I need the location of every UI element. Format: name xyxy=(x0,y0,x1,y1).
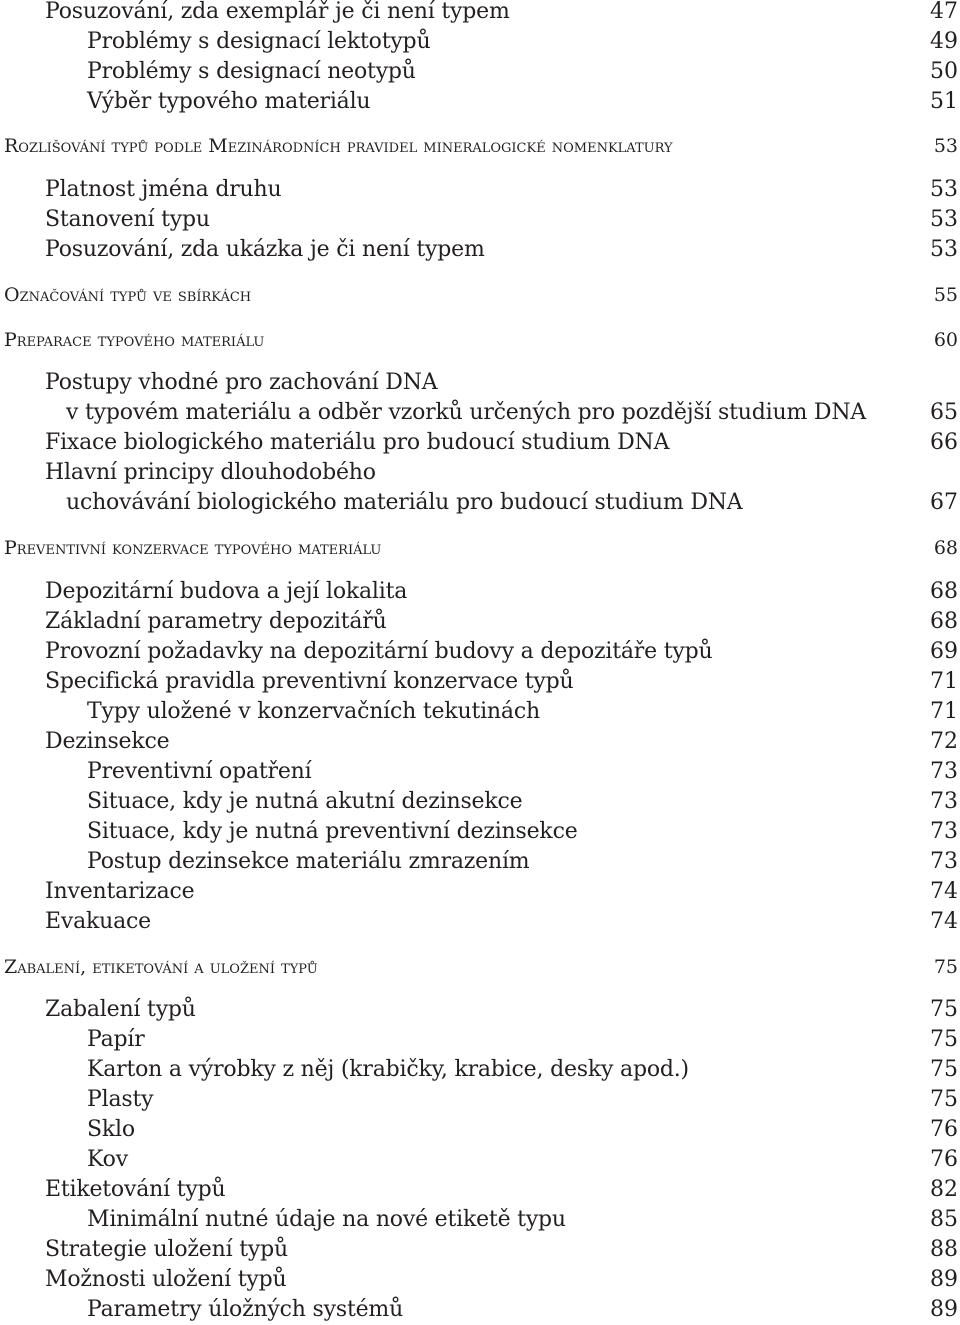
toc-entry-title: Postupy vhodné pro zachování DNA xyxy=(45,370,438,395)
toc-entry-title: Platnost jména druhu xyxy=(45,177,282,202)
toc-entry[interactable] xyxy=(0,1115,960,1145)
toc-section-title: Preventivní konzervace typového materiálu xyxy=(4,537,382,559)
toc-entry-page: 50 xyxy=(930,59,958,84)
toc-entry-page: 75 xyxy=(930,1057,958,1082)
toc-entry-title: Posuzování, zda exemplář je či není typem xyxy=(45,0,510,24)
toc-entry-title: Strategie uložení typů xyxy=(45,1237,288,1262)
toc-entry-title: v typovém materiálu a odběr vzorků určených pro pozdější studium DNA xyxy=(66,400,867,425)
toc-entry-title: Základní parametry depozitářů xyxy=(45,609,387,634)
toc-entry-title: Hlavní principy dlouhodobého xyxy=(45,460,376,485)
toc-entry[interactable] xyxy=(0,1055,960,1085)
toc-entry[interactable] xyxy=(0,667,960,697)
toc-entry[interactable] xyxy=(0,787,960,817)
toc-entry-title: Fixace biologického materiálu pro budoucí studium DNA xyxy=(45,430,670,455)
toc-entry[interactable] xyxy=(0,907,960,937)
toc-section[interactable] xyxy=(0,533,960,563)
toc-entry[interactable] xyxy=(0,877,960,907)
toc-entry-title: Plasty xyxy=(87,1087,154,1112)
toc-entry[interactable] xyxy=(0,87,960,117)
toc-entry-page: 89 xyxy=(930,1297,958,1322)
toc-entry-page: 53 xyxy=(930,237,958,262)
toc-entry-page: 53 xyxy=(930,207,958,232)
toc-entry-title: Specifická pravidla preventivní konzervace typů xyxy=(45,669,574,694)
toc-entry[interactable] xyxy=(0,368,960,398)
toc-entry[interactable] xyxy=(0,757,960,787)
toc-entry[interactable] xyxy=(0,577,960,607)
toc-entry-title: Papír xyxy=(87,1027,145,1052)
toc-entry-title: Postup dezinsekce materiálu zmrazením xyxy=(87,849,530,874)
toc-entry-page: 85 xyxy=(930,1207,958,1232)
toc-entry-page: 71 xyxy=(930,669,958,694)
toc-entry-title: Situace, kdy je nutná preventivní dezinsekce xyxy=(87,819,578,844)
toc-entry[interactable] xyxy=(0,235,960,265)
toc-entry-page: 89 xyxy=(930,1267,958,1292)
toc-entry-continuation[interactable] xyxy=(0,398,960,428)
toc-entry[interactable] xyxy=(0,205,960,235)
toc-entry[interactable] xyxy=(0,175,960,205)
toc-section-page: 55 xyxy=(933,284,958,306)
toc-entry-title: Kov xyxy=(87,1147,128,1172)
toc-entry-page: 76 xyxy=(930,1117,958,1142)
toc-entry[interactable] xyxy=(0,697,960,727)
toc-entry-title: Preventivní opatření xyxy=(87,759,312,784)
toc-entry-title: Inventarizace xyxy=(45,879,195,904)
toc-entry-title: Stanovení typu xyxy=(45,207,210,232)
toc-entry[interactable] xyxy=(0,1205,960,1235)
toc-entry-page: 75 xyxy=(930,997,958,1022)
toc-entry-title: Karton a výrobky z něj (krabičky, krabice, desky apod.) xyxy=(87,1057,689,1082)
toc-entry[interactable] xyxy=(0,995,960,1025)
toc-entry[interactable] xyxy=(0,1235,960,1265)
toc-entry-title: Zabalení typů xyxy=(45,997,196,1022)
toc-entry-page: 71 xyxy=(930,699,958,724)
toc-entry[interactable] xyxy=(0,0,960,27)
toc-entry[interactable] xyxy=(0,817,960,847)
toc-entry-page: 88 xyxy=(930,1237,958,1262)
toc-entry[interactable] xyxy=(0,637,960,667)
toc-entry-title: Depozitární budova a její lokalita xyxy=(45,579,408,604)
toc-entry-page: 65 xyxy=(930,400,958,425)
toc-entry-page: 75 xyxy=(930,1027,958,1052)
toc-entry[interactable] xyxy=(0,1145,960,1175)
toc-entry[interactable] xyxy=(0,727,960,757)
toc-entry[interactable] xyxy=(0,607,960,637)
toc-section-title: Preparace typového materiálu xyxy=(4,329,265,351)
toc-entry-page: 68 xyxy=(930,609,958,634)
toc-entry-page: 75 xyxy=(930,1087,958,1112)
toc-entry-title: Typy uložené v konzervačních tekutinách xyxy=(87,699,540,724)
toc-entry-page: 82 xyxy=(930,1177,958,1202)
toc-entry-page: 73 xyxy=(930,849,958,874)
toc-entry-title: Provozní požadavky na depozitární budovy a depozitáře typů xyxy=(45,639,713,664)
toc-section-title: Zabalení, etiketování a uložení typů xyxy=(4,956,318,978)
toc-entry-title: Minimální nutné údaje na nové etiketě typu xyxy=(87,1207,566,1232)
toc-entry-page: 66 xyxy=(930,430,958,455)
toc-entry[interactable] xyxy=(0,1295,960,1325)
toc-entry-title: Etiketování typů xyxy=(45,1177,226,1202)
toc-entry-title: Problémy s designací neotypů xyxy=(87,59,416,84)
toc-entry-page: 73 xyxy=(930,789,958,814)
toc-entry-title: Posuzování, zda ukázka je či není typem xyxy=(45,237,485,262)
toc-entry[interactable] xyxy=(0,458,960,488)
toc-entry[interactable] xyxy=(0,847,960,877)
toc-entry[interactable] xyxy=(0,1085,960,1115)
toc-entry[interactable] xyxy=(0,1265,960,1295)
toc-entry-title: Evakuace xyxy=(45,909,151,934)
toc-section[interactable] xyxy=(0,952,960,982)
toc-entry[interactable] xyxy=(0,1175,960,1205)
toc-entry[interactable] xyxy=(0,57,960,87)
toc-section[interactable] xyxy=(0,325,960,355)
toc-entry-page: 74 xyxy=(930,909,958,934)
toc-entry-page: 74 xyxy=(930,879,958,904)
toc-section-title: Rozlišování typů podle Mezinárodních pravidel mineralogické nomenklatury xyxy=(4,135,673,157)
toc-entry-page: 47 xyxy=(930,0,958,24)
toc-section-page: 68 xyxy=(933,537,958,559)
toc-entry-continuation[interactable] xyxy=(0,488,960,518)
toc-entry-page: 49 xyxy=(930,29,958,54)
toc-entry-page: 69 xyxy=(930,639,958,664)
toc-section[interactable] xyxy=(0,280,960,310)
toc-entry[interactable] xyxy=(0,1025,960,1055)
toc-section-page: 53 xyxy=(933,135,958,157)
toc-entry-title: Výběr typového materiálu xyxy=(87,89,371,114)
toc-section-title: Označování typů ve sbírkách xyxy=(4,284,252,306)
toc-entry-title: Možnosti uložení typů xyxy=(45,1267,287,1292)
toc-section-page: 60 xyxy=(933,329,958,351)
toc-entry[interactable] xyxy=(0,428,960,458)
toc-entry-page: 76 xyxy=(930,1147,958,1172)
toc-entry-page: 73 xyxy=(930,759,958,784)
toc-entry-page: 67 xyxy=(930,490,958,515)
toc-entry-page: 72 xyxy=(930,729,958,754)
toc-entry-page: 73 xyxy=(930,819,958,844)
toc-entry-title: Dezinsekce xyxy=(45,729,170,754)
toc-entry-page: 51 xyxy=(930,89,958,114)
toc-entry-page: 68 xyxy=(930,579,958,604)
toc-entry[interactable] xyxy=(0,27,960,57)
toc-entry-title: Situace, kdy je nutná akutní dezinsekce xyxy=(87,789,523,814)
toc-entry-page: 53 xyxy=(930,177,958,202)
toc-entry-title: Sklo xyxy=(87,1117,135,1142)
toc-section[interactable] xyxy=(0,131,960,161)
toc-section-page: 75 xyxy=(933,956,958,978)
toc-entry-title: Problémy s designací lektotypů xyxy=(87,29,431,54)
toc-entry-title: uchovávání biologického materiálu pro budoucí studium DNA xyxy=(66,490,743,515)
toc-entry-title: Parametry úložných systémů xyxy=(87,1297,404,1322)
